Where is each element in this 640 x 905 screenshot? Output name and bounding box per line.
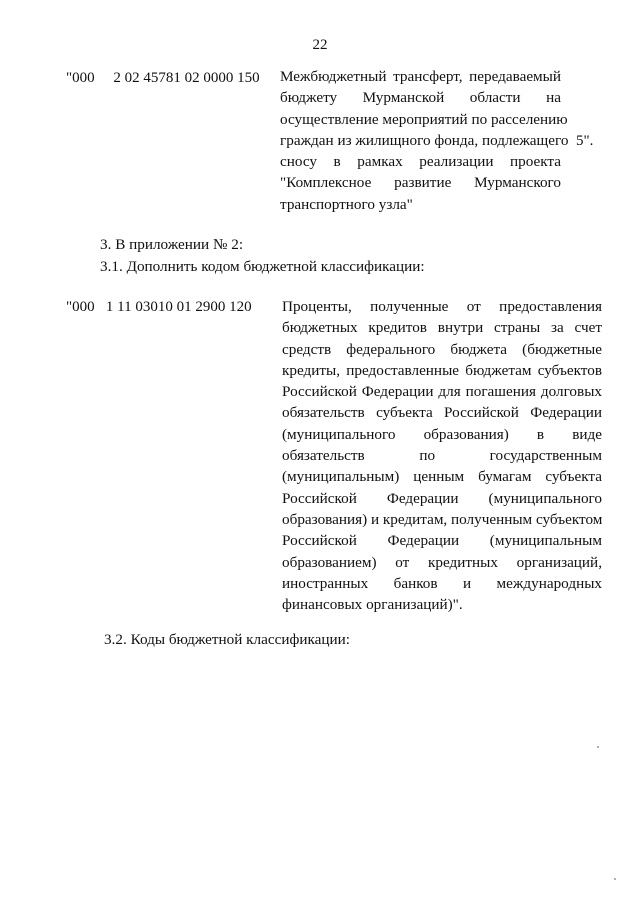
budget-code-entry-1: "000 2 02 45781 02 0000 150 bbox=[66, 70, 260, 86]
description-line: образованием) от кредитных организаций, bbox=[282, 553, 602, 571]
description-line: транспортного узла" bbox=[280, 195, 413, 213]
description-line: финансовых организаций)". bbox=[282, 596, 463, 614]
description-line: бюджетных кредитов внутри страны за счет bbox=[282, 319, 602, 337]
description-line: иностранных банков и международных bbox=[282, 574, 602, 592]
entry-1-suffix: 5". bbox=[576, 133, 594, 149]
scan-speck bbox=[614, 878, 616, 880]
budget-code-entry-2: "000 1 11 03010 01 2900 120 bbox=[66, 299, 252, 315]
description-line: образования) и кредитам, полученным субъектом bbox=[282, 510, 603, 528]
scan-speck bbox=[597, 746, 599, 748]
section-3-heading: 3. В приложении № 2: bbox=[100, 236, 244, 253]
description-line: Проценты, полученные от предоставления bbox=[282, 298, 602, 315]
description-line: Российской Федерации (муниципальным bbox=[282, 532, 602, 550]
description-line: граждан из жилищного фонда, подлежащего bbox=[280, 131, 569, 149]
description-line: "Комплексное развитие Мурманского bbox=[280, 174, 561, 192]
budget-description-entry-1 bbox=[280, 66, 569, 215]
section-3-2-heading: 3.2. Коды бюджетной классификации: bbox=[104, 631, 350, 648]
description-line: обязательств по государственным bbox=[282, 447, 602, 465]
page-number: 22 bbox=[312, 37, 328, 53]
section-3-1-heading: 3.1. Дополнить кодом бюджетной классификации: bbox=[100, 258, 425, 275]
description-line: обязательств субъекта Российской Федерации bbox=[282, 404, 602, 422]
description-line: Российской Федерации для погашения долговых bbox=[282, 383, 602, 401]
description-line: осуществление мероприятий по расселению bbox=[280, 110, 568, 128]
description-line: Межбюджетный трансферт, передаваемый bbox=[280, 68, 561, 85]
description-line: Российской Федерации (муниципального bbox=[282, 489, 602, 507]
description-line: (муниципального образования) в виде bbox=[282, 425, 602, 443]
description-line: средств федерального бюджета (бюджетные bbox=[282, 340, 602, 358]
budget-description-entry-2 bbox=[282, 296, 602, 615]
description-line: кредиты, предоставленные бюджетам субъектов bbox=[282, 361, 602, 379]
description-line: бюджету Мурманской области на bbox=[280, 89, 561, 107]
description-line: (муниципальным) ценным бумагам субъекта bbox=[282, 468, 602, 486]
description-line: сносу в рамках реализации проекта bbox=[280, 153, 561, 171]
